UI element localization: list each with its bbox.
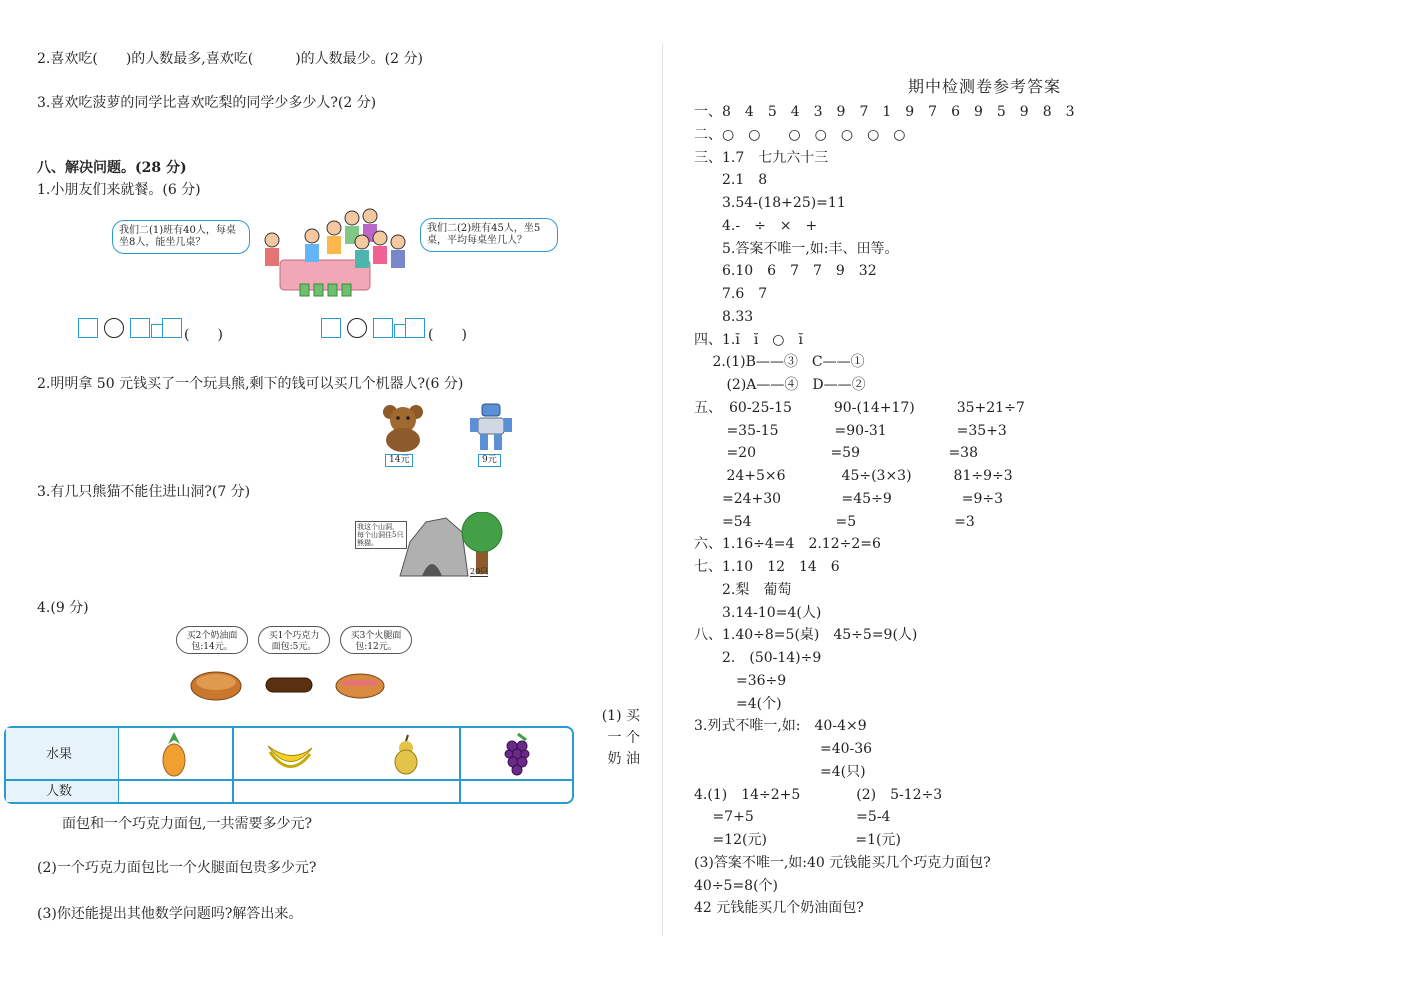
answer-line: 八、1.40÷8=5(桌) 45÷5=9(人): [694, 627, 918, 644]
problem-4-1-cont: 面包和一个巧克力面包,一共需要多少元?: [62, 816, 312, 832]
answer-line: 一、8 4 5 4 3 9 7 1 9 7 6 9 5 9 8 3: [694, 104, 1075, 120]
answer-line: 四、1.ĭ ĭ ○ ĭ: [694, 331, 804, 348]
answer-line: =24+30 =45÷9 =9÷3: [694, 490, 1003, 507]
thought-cloud-3: 买3个火腿面包:12元。: [340, 626, 412, 654]
answer-line: 24+5×6 45÷(3×3) 81÷9÷3: [694, 468, 1013, 484]
problem-4-2: (2)一个巧克力面包比一个火腿面包贵多少元?: [37, 860, 317, 876]
answer-line: =12(元) =1(元): [694, 832, 901, 848]
answer-line: 4.(1) 14÷2+5 (2) 5-12÷3: [694, 786, 943, 803]
answer-line: 2. (50-14)÷9: [694, 650, 822, 666]
answer-line: 4.- ÷ × +: [694, 217, 818, 234]
unit-paren: ( ): [428, 327, 467, 343]
answer-line: 3.列式不唯一,如: 40-4×9: [694, 718, 867, 735]
fruit-table: [4, 726, 574, 804]
answer-line: =54 =5 =3: [694, 513, 975, 530]
problem-4-3: (3)你还能提出其他数学问题吗?解答出来。: [37, 906, 303, 922]
answer-line: (2)A——④ D——②: [694, 377, 866, 393]
answer-line: =4(个): [694, 695, 782, 712]
answer-line: 2.1 8: [694, 172, 768, 189]
banana-icon: [264, 736, 316, 772]
grapes-icon: [502, 732, 534, 778]
robot-image: [468, 402, 514, 452]
question-3: 3.喜欢吃菠萝的同学比喜欢吃梨的同学少多少人?(2 分): [37, 95, 377, 111]
answer-line: 三、1.7 七九六十三: [694, 149, 829, 166]
answer-box[interactable]: [130, 318, 150, 338]
cave-sign: 我这个山洞，每个山洞住5只熊猫。: [355, 521, 407, 549]
operator-circle[interactable]: [347, 318, 367, 338]
problem-4: 4.(9 分): [37, 600, 89, 616]
pineapple-icon: [156, 730, 192, 778]
question-2: 2.喜欢吃( )的人数最多,喜欢吃( )的人数最少。(2 分): [37, 51, 423, 67]
answer-line: 8.33: [694, 308, 754, 325]
breads-image: [188, 666, 388, 702]
answer-line: =20 =59 =38: [694, 445, 978, 462]
price-tag-bear: 14元: [385, 454, 413, 467]
table-label-count: 人数: [46, 784, 73, 799]
answer-box[interactable]: [405, 318, 425, 338]
dining-illustration: [112, 208, 558, 304]
answer-line: (3)答案不唯一,如:40 元钱能买几个巧克力面包?: [694, 854, 991, 871]
section-8-heading: 八、解决问题。(28 分): [37, 160, 187, 176]
table-label-fruit: 水果: [46, 747, 73, 762]
pear-icon: [391, 734, 421, 776]
thought-cloud-1: 买2个奶油面包:14元。: [176, 626, 248, 654]
panda-count: 20只: [470, 567, 489, 576]
answer-line: 二、○ ○ ○ ○ ○ ○ ○: [694, 126, 906, 143]
answer-line: 42 元钱能买几个奶油面包?: [694, 900, 864, 917]
answer-line: 6.10 6 7 7 9 32: [694, 263, 877, 280]
answer-line: 40÷5=8(个): [694, 877, 779, 894]
answer-box[interactable]: [78, 318, 98, 338]
answer-box[interactable]: [321, 318, 341, 338]
problem-2: 2.明明拿 50 元钱买了一个玩具熊,剩下的钱可以买几个机器人?(6 分): [37, 376, 464, 392]
problem-1: 1.小朋友们来就餐。(6 分): [37, 182, 201, 198]
speech-bubble-right: 我们二(2)班有45人，坐5桌，平均每桌坐几人？: [420, 218, 558, 252]
cave-and-tree-image: [396, 512, 510, 580]
unit-paren: ( ): [184, 327, 223, 343]
answer-line: 3.54-(18+25)=11: [694, 195, 846, 211]
answer-line: 7.6 7: [694, 286, 768, 302]
answer-box[interactable]: [373, 318, 393, 338]
answer-line: 3.14-10=4(人): [694, 604, 822, 621]
children-at-table-image: [112, 208, 558, 304]
problem-3: 3.有几只熊猫不能住进山洞?(7 分): [37, 484, 251, 500]
teddy-bear-image: [378, 402, 428, 452]
answer-line: =36÷9: [694, 672, 787, 689]
answer-line: 七、1.10 12 14 6: [694, 559, 840, 575]
page-divider: [662, 44, 663, 936]
answer-line: =35-15 =90-31 =35+3: [694, 422, 1007, 439]
speech-bubble-left: 我们二(1)班有40人，每桌坐8人，能坐几桌？: [112, 220, 250, 254]
answer-box[interactable]: [162, 318, 182, 338]
answer-line: =4(只): [694, 763, 866, 780]
thought-cloud-2: 买1个巧克力面包:5元。: [258, 626, 330, 654]
answer-line: 2.(1)B——③ C——①: [694, 354, 865, 371]
price-tag-robot: 9元: [478, 454, 501, 467]
answer-line: 5.答案不唯一,如:丰、田等。: [694, 240, 899, 257]
answer-line: =40-36: [694, 741, 873, 757]
answer-line: 五、 60-25-15 90-(14+17) 35+21÷7: [694, 399, 1025, 416]
answer-key-title: 期中检测卷参考答案: [908, 77, 1062, 96]
answer-line: 六、1.16÷4=4 2.12÷2=6: [694, 536, 881, 553]
operator-circle[interactable]: [104, 318, 124, 338]
vertical-question-text: (1) 买 一 个 奶 油: [601, 708, 640, 767]
answer-line: 2.梨 葡萄: [694, 581, 792, 598]
answer-line: =7+5 =5-4: [694, 809, 891, 826]
